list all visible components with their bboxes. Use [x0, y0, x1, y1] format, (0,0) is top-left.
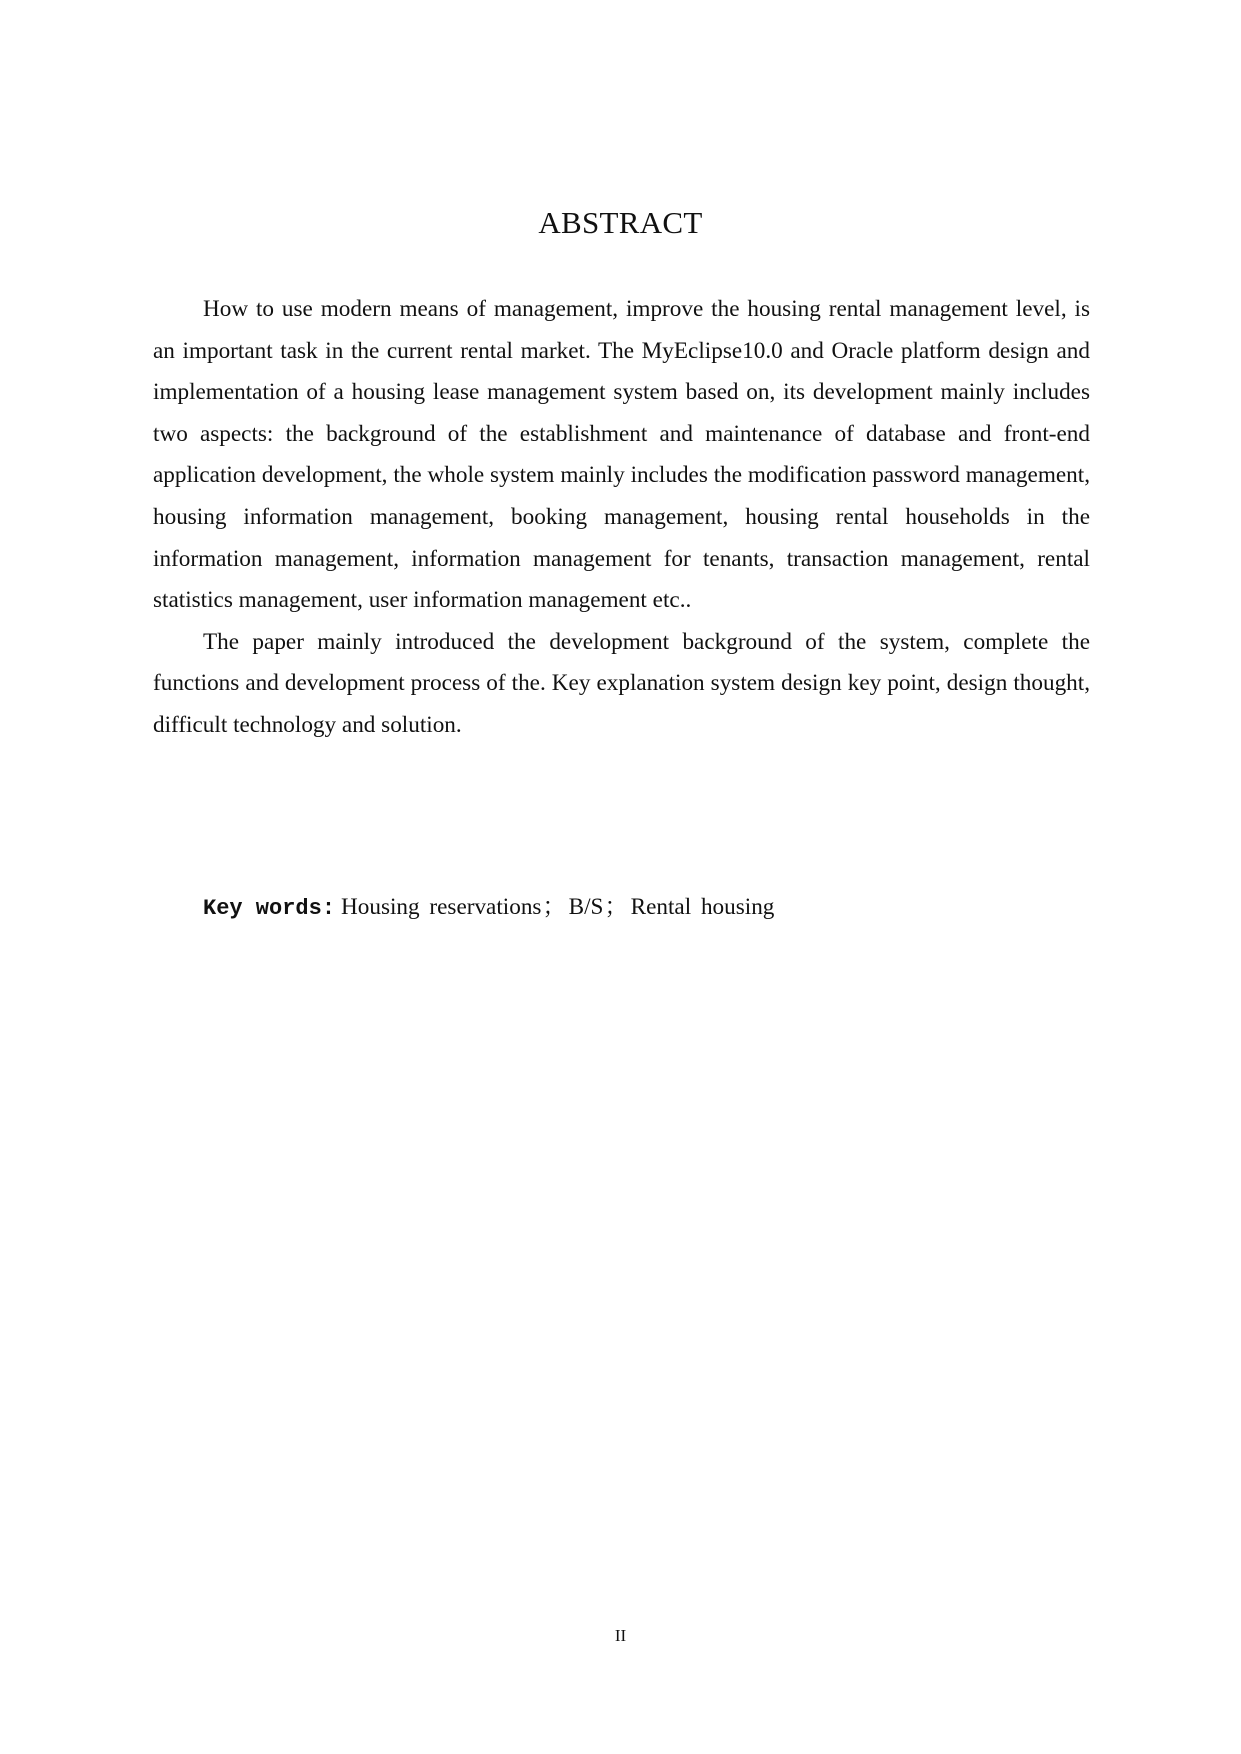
keyword-item: B/S: [568, 894, 604, 920]
abstract-paragraph-1: How to use modern means of management, improve the housing rental management level, is an important task in the current rental market. The MyEclipse10.0 and Oracle platform design and implementation of a housing lease management system based on, its development mainly includes two aspects: the background of the establishment and maintenance of database and front-end application development, the whole system mainly includes the modification password management, housing information management, booking management, housing rental households in the information management, information management for tenants, transaction management, rental statistics management, user information management etc..: [153, 296, 1090, 614]
keyword-item: Rental housing: [630, 894, 775, 920]
abstract-title: ABSTRACT: [538, 205, 703, 240]
abstract-body: [153, 289, 1090, 747]
keywords-label: Key words:: [203, 896, 336, 921]
keyword-separator: ；: [604, 894, 628, 920]
abstract-paragraph-2: The paper mainly introduced the development background of the system, complete the functions and development process of the. Key explanation system design key point, design thought, difficult technology and solution.: [153, 628, 1090, 738]
keyword-item: Housing reservations: [341, 894, 542, 920]
keywords-line: [203, 891, 1083, 925]
page-number: II: [614, 1626, 627, 1645]
keyword-separator: ；: [542, 894, 566, 920]
